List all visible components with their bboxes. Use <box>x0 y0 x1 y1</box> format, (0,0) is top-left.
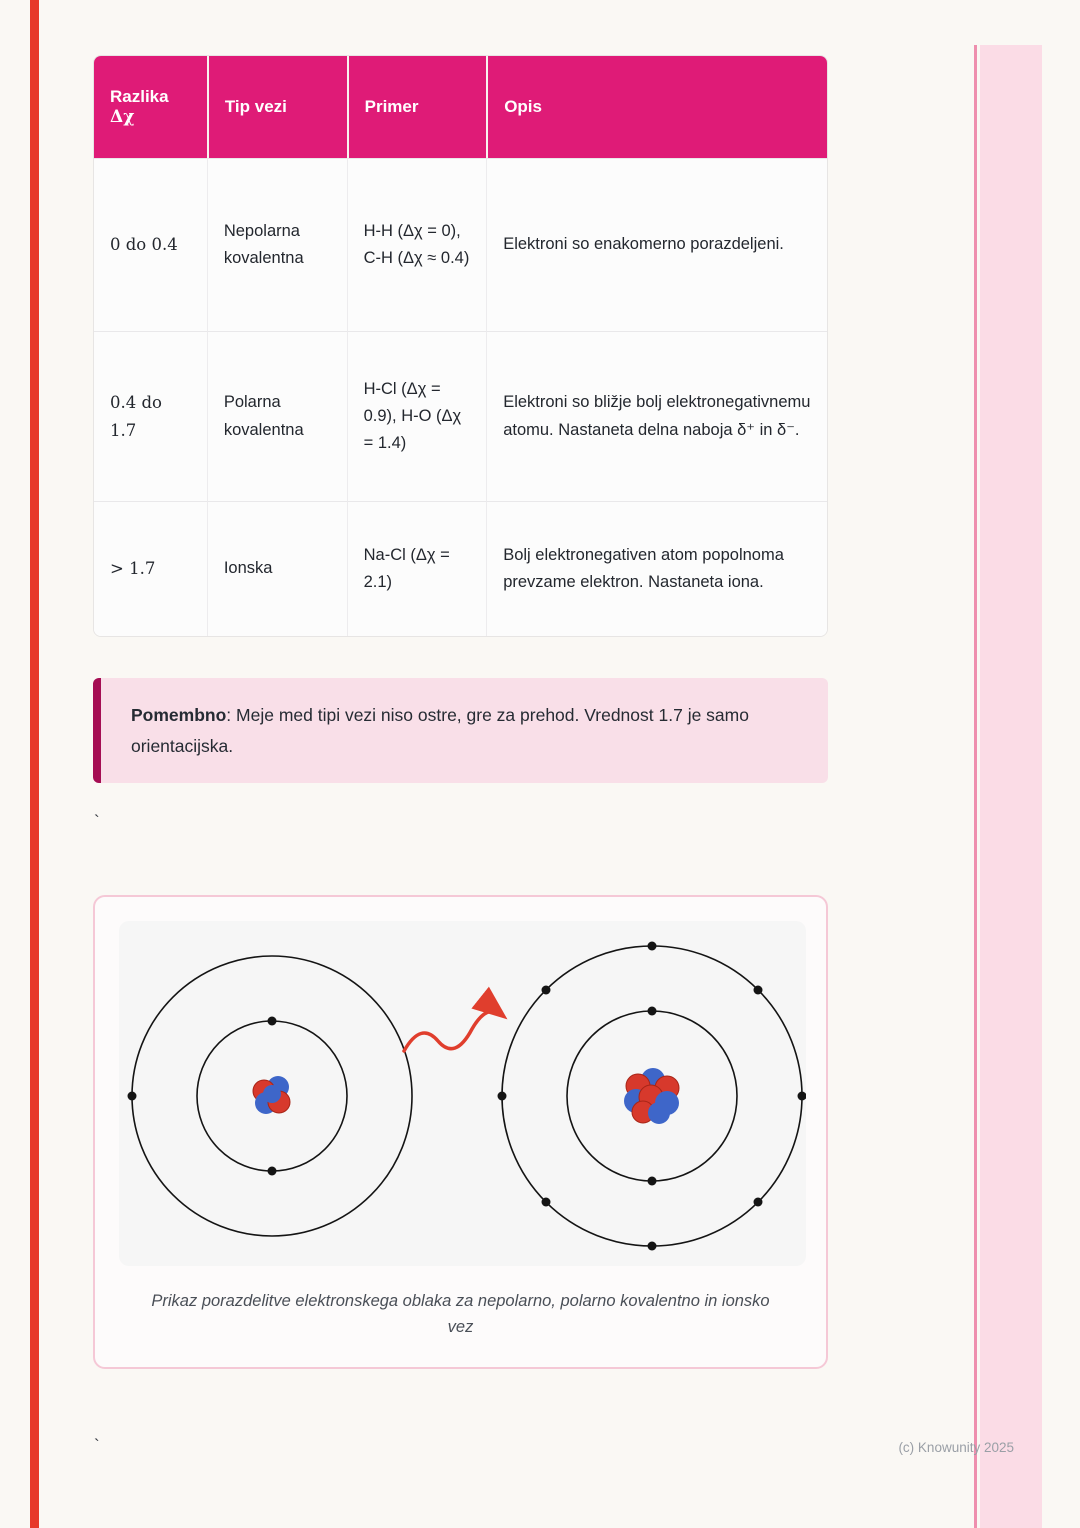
electron <box>648 1007 657 1016</box>
header-razlika-line1: Razlika <box>110 87 169 106</box>
callout-text: : Meje med tipi vezi niso ostre, gre za prehod. Vrednost 1.7 je samo orientacijska. <box>131 705 749 756</box>
atom-diagram-panel <box>119 921 806 1266</box>
header-razlika-symbol: Δχ <box>110 107 135 127</box>
electron <box>754 986 763 995</box>
stray-backtick: ` <box>94 812 100 831</box>
right-accent-stripe <box>980 45 1042 1528</box>
electron <box>128 1092 137 1101</box>
cell-razlika: 0 do 0.4 <box>94 158 207 331</box>
electron <box>268 1167 277 1176</box>
electron <box>498 1092 507 1101</box>
nucleus-left <box>253 1076 290 1114</box>
electron-cloud-figure <box>93 895 828 1369</box>
callout-label: Pomembno <box>131 705 227 725</box>
cell-razlika: 0.4 do 1.7 <box>94 331 207 501</box>
table-header-primer: Primer <box>347 56 487 158</box>
nucleus-right <box>624 1068 679 1124</box>
important-callout <box>93 678 828 783</box>
electron <box>648 942 657 951</box>
cell-primer: H-Cl (Δχ = 0.9), H-O (Δχ = 1.4) <box>347 331 487 501</box>
bond-type-table <box>93 55 828 637</box>
right-accent-line <box>974 45 977 1528</box>
atom-diagram <box>119 921 806 1266</box>
cell-razlika: > 1.7 <box>94 501 207 636</box>
electron <box>268 1017 277 1026</box>
copyright-notice: (c) Knowunity 2025 <box>898 1440 1014 1455</box>
atom-left <box>128 956 413 1236</box>
table-row <box>94 501 827 636</box>
cell-opis: Elektroni so bližje bolj elektronegativnemu atomu. Nastaneta delna naboja δ⁺ in δ⁻. <box>486 331 827 501</box>
left-accent-bar <box>30 0 39 1528</box>
table-header-razlika <box>94 56 207 158</box>
table-header-tip-vezi: Tip vezi <box>207 56 347 158</box>
table-header-opis: Opis <box>486 56 827 158</box>
electron <box>542 1198 551 1207</box>
electron <box>542 986 551 995</box>
electron <box>798 1092 807 1101</box>
cell-tip-vezi: Ionska <box>207 501 347 636</box>
cell-opis: Bolj elektronegativen atom popolnoma prevzame elektron. Nastaneta iona. <box>486 501 827 636</box>
electron <box>754 1198 763 1207</box>
figure-caption: Prikaz porazdelitve elektronskega oblaka za nepolarno, polarno kovalentno in ionsko vez <box>151 1292 770 1337</box>
table-row <box>94 331 827 501</box>
cell-opis: Elektroni so enakomerno porazdeljeni. <box>486 158 827 331</box>
stray-backtick: ` <box>94 1436 100 1455</box>
cell-tip-vezi: Polarna kovalentna <box>207 331 347 501</box>
cell-primer: H-H (Δχ = 0), C-H (Δχ ≈ 0.4) <box>347 158 487 331</box>
electron-transfer-arrow <box>404 1011 502 1051</box>
cell-tip-vezi: Nepolarna kovalentna <box>207 158 347 331</box>
electron <box>648 1242 657 1251</box>
atom-right <box>498 942 807 1251</box>
electron <box>648 1177 657 1186</box>
table-row <box>94 158 827 331</box>
table-header-row <box>94 56 827 158</box>
cell-primer: Na-Cl (Δχ = 2.1) <box>347 501 487 636</box>
